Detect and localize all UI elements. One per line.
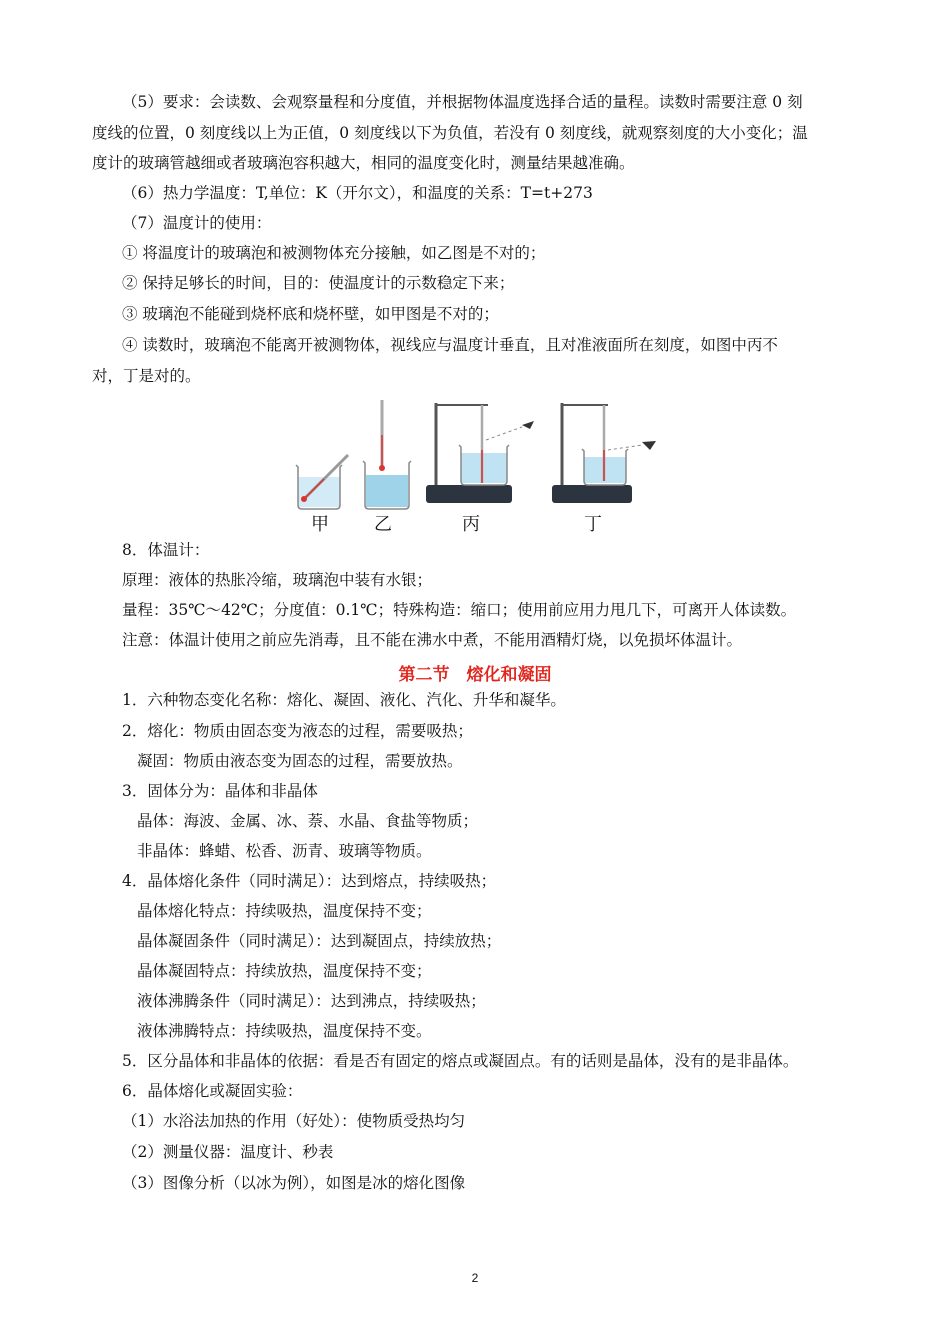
paragraph-line: 5．区分晶体和非晶体的依据：看是否有固定的熔点或凝固点。有的话则是晶体，没有的是非晶体。 — [122, 1052, 799, 1070]
paragraph-line: ② 保持足够长的时间，目的：使温度计的示数稳定下来； — [122, 274, 515, 292]
paragraph-line: （1）水浴法加热的作用（好处）：使物质受热均匀 — [122, 1112, 466, 1130]
paragraph-line: 度计的玻璃管越细或者玻璃泡容积越大，相同的温度变化时，测量结果越准确。 — [92, 154, 635, 172]
paragraph-line: 对，丁是对的。 — [92, 367, 201, 385]
stand-bing — [426, 403, 534, 503]
paragraph-line: 6．晶体熔化或凝固实验： — [122, 1082, 303, 1100]
paragraph-line: 晶体：海波、金属、冰、萘、水晶、食盐等物质； — [137, 812, 479, 830]
paragraph-line: 3．固体分为：晶体和非晶体 — [122, 782, 318, 800]
figure-label-jia: 甲 — [311, 514, 329, 535]
section-title: 第二节 熔化和凝固 — [398, 665, 552, 685]
paragraph-line: 晶体凝固特点：持续放热，温度保持不变； — [137, 962, 432, 980]
paragraph-line: 4．晶体熔化条件（同时满足）：达到熔点，持续吸热； — [122, 872, 497, 890]
figure-label-yi: 乙 — [374, 514, 392, 535]
paragraph-line: （6）热力学温度：T,单位：K（开尔文），和温度的关系：T=t+273 — [122, 184, 593, 202]
beaker-jia — [296, 455, 348, 509]
paragraph-line: （2）测量仪器：温度计、秒表 — [122, 1143, 334, 1161]
paragraph-line: ① 将温度计的玻璃泡和被测物体充分接触，如乙图是不对的； — [122, 244, 546, 262]
paragraph-line: ④ 读数时，玻璃泡不能离开被测物体，视线应与温度计垂直，且对准液面所在刻度，如图中丙不 — [122, 336, 778, 354]
stand-ding — [552, 403, 656, 503]
paragraph-line: 2．熔化：物质由固态变为液态的过程，需要吸热； — [122, 722, 473, 740]
paragraph-line: 非晶体：蜂蜡、松香、沥青、玻璃等物质。 — [137, 842, 432, 860]
paragraph-line: ③ 玻璃泡不能碰到烧杯底和烧杯壁，如甲图是不对的； — [122, 305, 499, 323]
paragraph-line: （3）图像分析（以冰为例），如图是冰的熔化图像 — [122, 1174, 466, 1192]
paragraph-line: 量程：35℃～42℃；分度值：0.1℃；特殊构造：缩口；使用前应用力甩几下，可离开人体读数。 — [122, 601, 797, 619]
paragraph-line: 原理：液体的热胀冷缩，玻璃泡中装有水银； — [122, 571, 433, 589]
paragraph-line: 度线的位置，0 刻度线以上为正值，0 刻度线以下为负值，若没有 0 刻度线，就观察刻度的大小变化；温 — [92, 124, 808, 142]
paragraph-line: 晶体凝固条件（同时满足）：达到凝固点，持续放热； — [137, 932, 502, 950]
paragraph-line: （7）温度计的使用： — [122, 214, 272, 232]
figure-label-bing: 丙 — [462, 514, 480, 535]
paragraph-line: 1．六种物态变化名称：熔化、凝固、液化、汽化、升华和凝华。 — [122, 691, 566, 709]
paragraph-line: 凝固：物质由液态变为固态的过程，需要放热。 — [137, 752, 463, 770]
figure-label-ding: 丁 — [584, 514, 602, 535]
page-number: 2 — [471, 1271, 479, 1285]
paragraph-line: 液体沸腾特点：持续吸热，温度保持不变。 — [137, 1022, 432, 1040]
paragraph-line: 晶体熔化特点：持续吸热，温度保持不变； — [137, 902, 432, 920]
beaker-yi — [363, 400, 411, 509]
paragraph-line: 8．体温计： — [122, 541, 210, 559]
paragraph-line: 液体沸腾条件（同时满足）：达到沸点，持续吸热； — [137, 992, 486, 1010]
paragraph-line: 注意：体温计使用之前应先消毒，且不能在沸水中煮，不能用酒精灯烧，以免损坏体温计。 — [122, 631, 743, 649]
paragraph-line: （5）要求：会读数、会观察量程和分度值，并根据物体温度选择合适的量程。读数时需要注意 0 刻 — [122, 93, 803, 111]
